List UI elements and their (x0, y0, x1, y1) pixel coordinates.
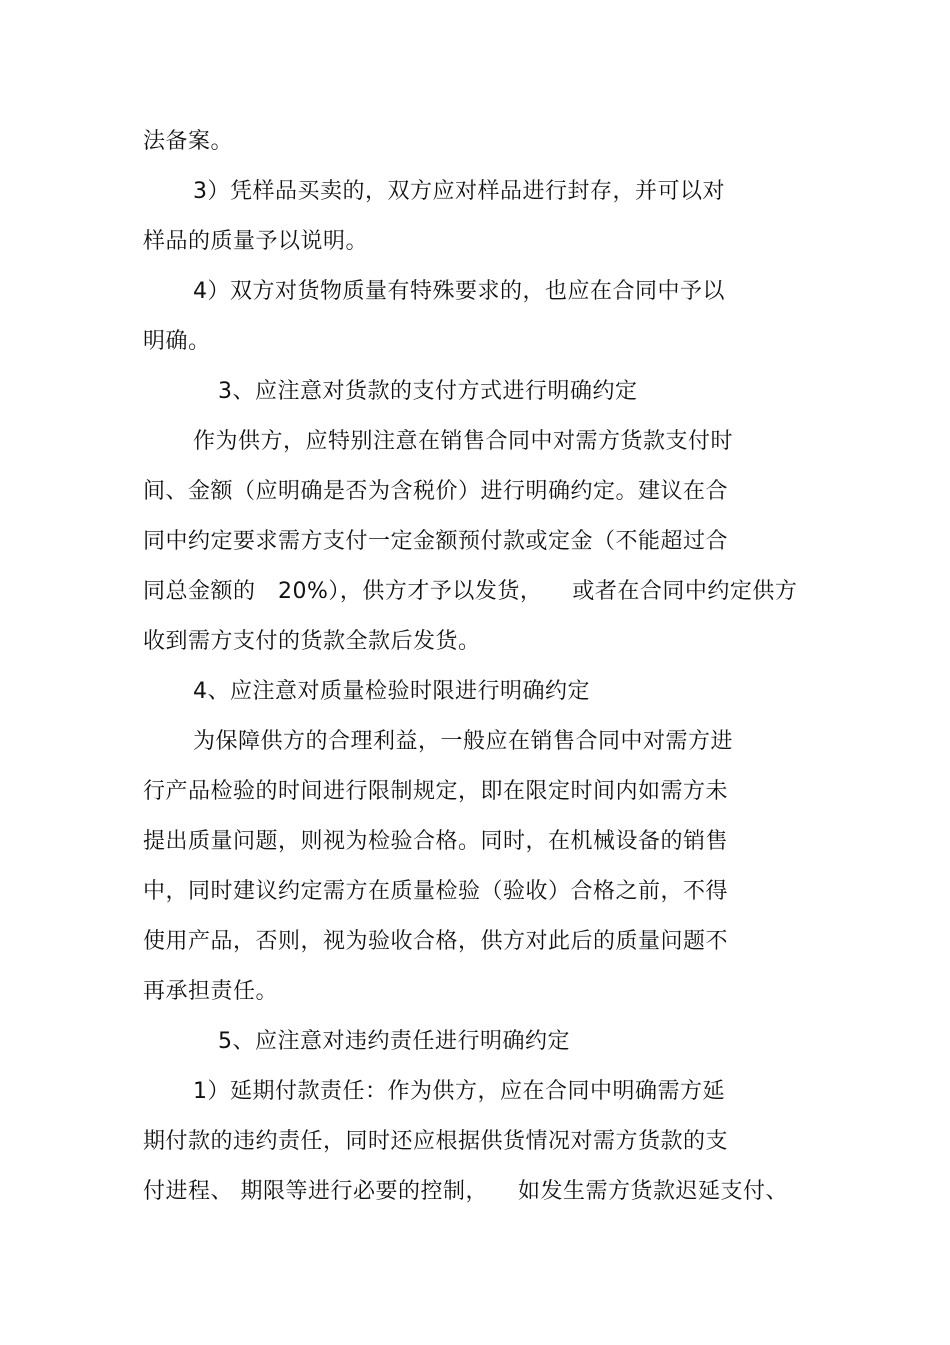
text-line: 中，同时建议约定需方在质量检验（验收）合格之前，不得 (143, 879, 729, 904)
text-line: 明确。 (143, 329, 211, 354)
text-line: 再承担责任。 (143, 979, 279, 1004)
section-heading: 4、应注意对质量检验时限进行明确约定 (193, 679, 590, 704)
text-line: 为保障供方的合理利益，一般应在销售合同中对需方进 (193, 729, 734, 754)
text-line: 期付款的违约责任，同时还应根据供货情况对需方货款的支 (143, 1129, 729, 1154)
text-line: 样品的质量予以说明。 (143, 229, 369, 254)
section-heading: 3、应注意对货款的支付方式进行明确约定 (218, 379, 638, 404)
text-line: 使用产品，否则，视为验收合格，供方对此后的质量问题不 (143, 929, 729, 954)
text-line: 付进程、 期限等进行必要的控制， 如发生需方货款迟延支付、 (143, 1179, 788, 1204)
text-line: 4）双方对货物质量有特殊要求的，也应在合同中予以 (193, 279, 725, 304)
text-line: 间、金额（应明确是否为含税价）进行明确约定。建议在合 (143, 479, 729, 504)
text-line: 提出质量问题，则视为检验合格。同时，在机械设备的销售 (143, 829, 729, 854)
text-line: 收到需方支付的货款全款后发货。 (143, 629, 481, 654)
text-line: 3）凭样品买卖的，双方应对样品进行封存，并可以对 (193, 179, 725, 204)
text-line: 行产品检验的时间进行限制规定，即在限定时间内如需方未 (143, 779, 729, 804)
text-line: 1）延期付款责任：作为供方，应在合同中明确需方延 (193, 1079, 725, 1104)
text-line: 同中约定要求需方支付一定金额预付款或定金（不能超过合 (143, 529, 729, 554)
text-line: 法备案。 (143, 129, 234, 154)
text-line: 同总金额的 20%），供方才予以发货， 或者在合同中约定供方 (143, 579, 798, 604)
text-line: 作为供方，应特别注意在销售合同中对需方货款支付时 (193, 429, 734, 454)
section-heading: 5、应注意对违约责任进行明确约定 (218, 1029, 570, 1054)
